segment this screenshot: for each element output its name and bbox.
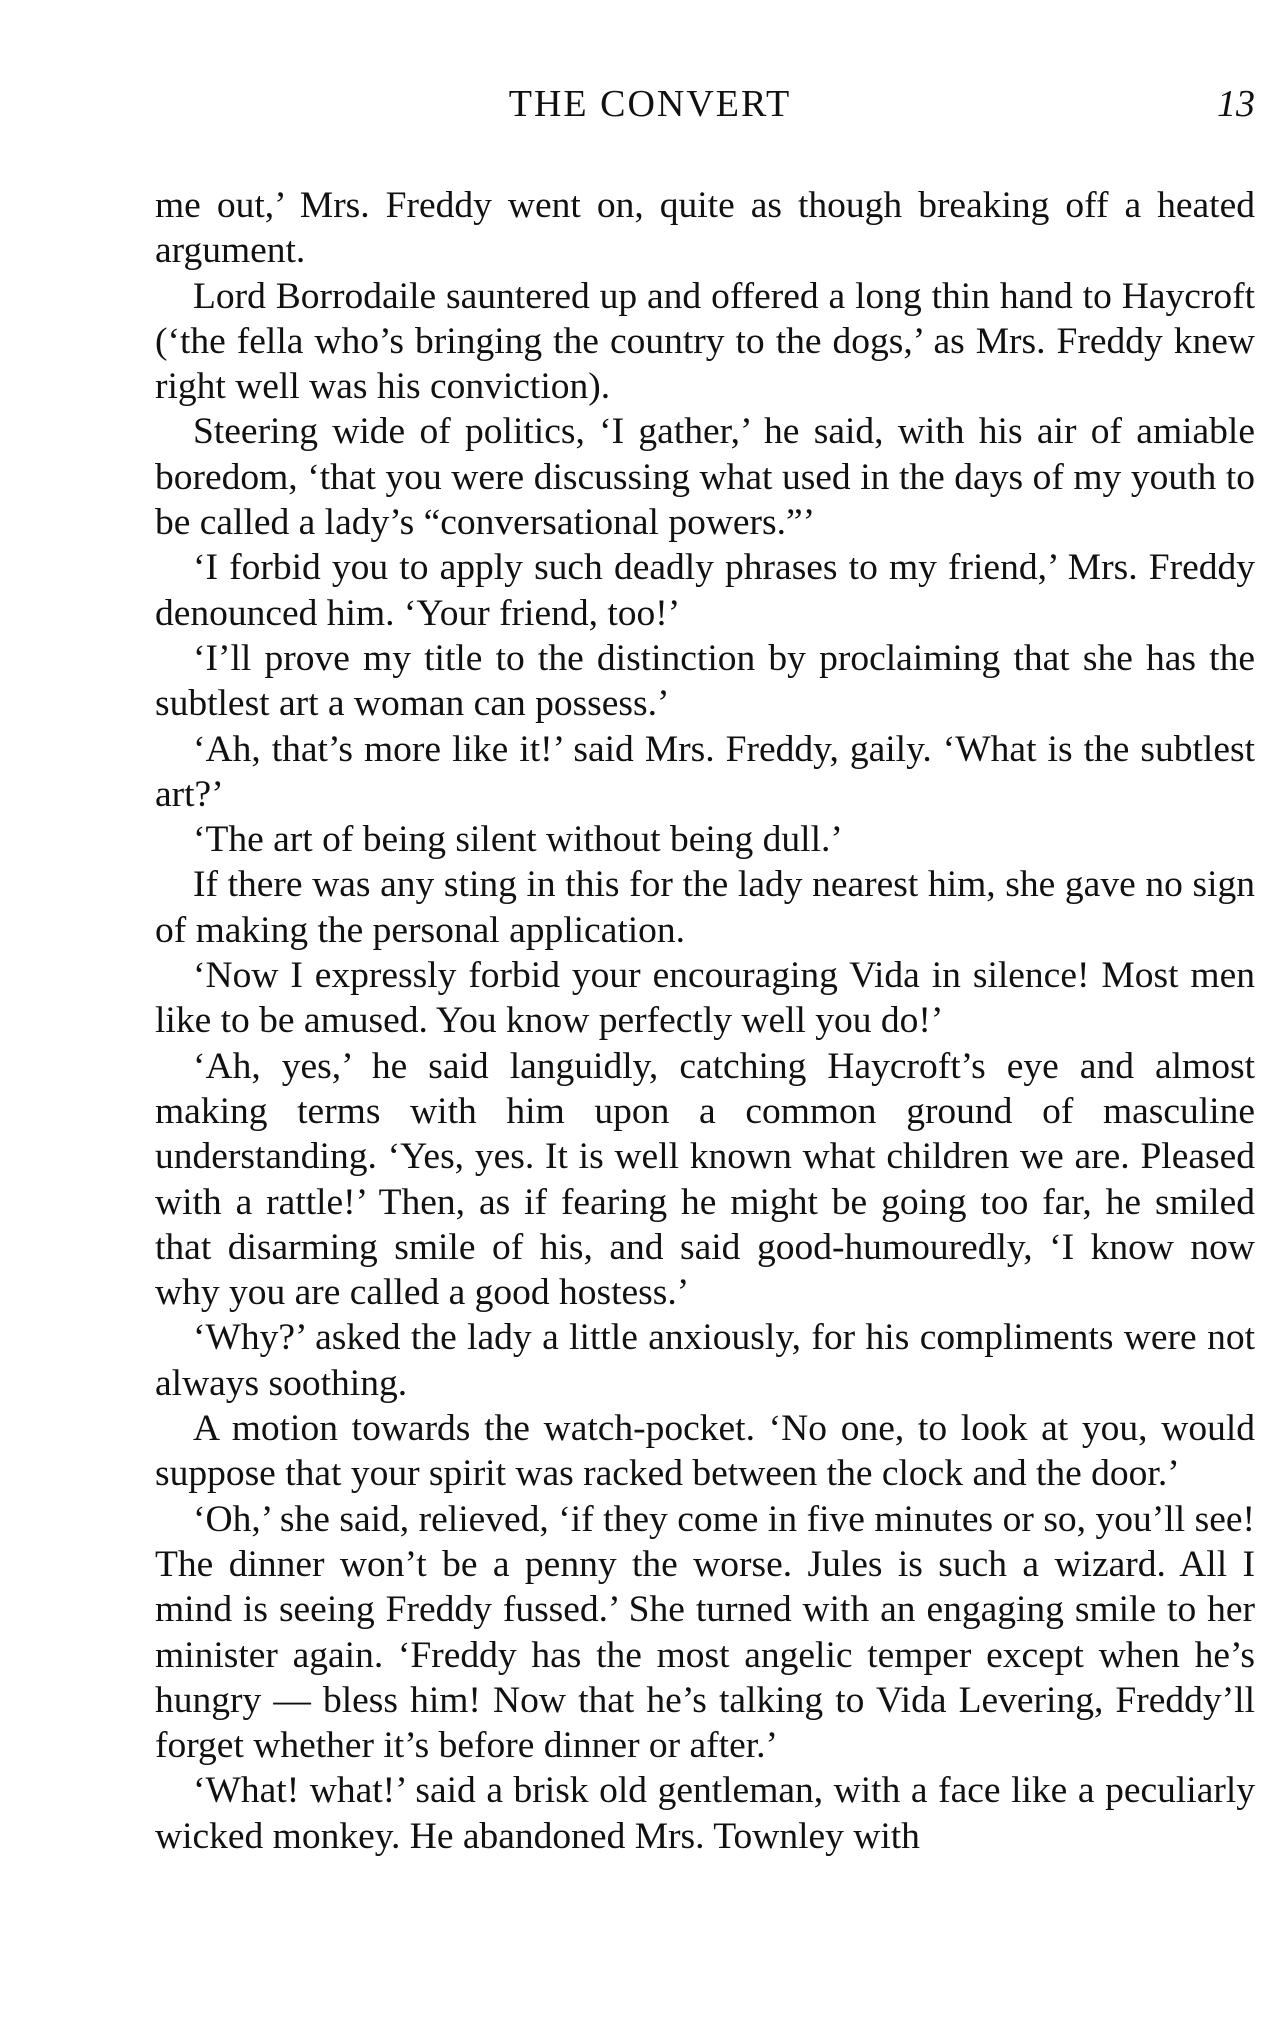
paragraph: ‘The art of being silent without being dull.’ xyxy=(193,819,843,861)
body-text xyxy=(155,183,1255,1859)
paragraph: ‘Why?’ asked the lady a little anxiously, for his compliments were not always soothing. xyxy=(155,1317,1255,1404)
paragraph: ‘What! what!’ said a brisk old gentleman, with a face like a peculiarly wicked monkey. He abandoned Mrs. Townley with xyxy=(155,1770,1255,1857)
paragraph: ‘I’ll prove my title to the distinction by proclaiming that she has the subtlest art a woman can possess.’ xyxy=(155,637,1255,725)
paragraph: Lord Borrodaile sauntered up and offered a long thin hand to Haycroft (‘the fella who’s bringing the country to the dogs,’ as Mrs. Freddy knew right well was his conviction). xyxy=(155,275,1255,408)
paragraph: me out,’ Mrs. Freddy went on, quite as though breaking off a heated argument. xyxy=(155,185,1255,272)
paragraph: ‘Ah, that’s more like it!’ said Mrs. Freddy, gaily. ‘What is the subtlest art?’ xyxy=(155,728,1255,815)
paragraph: A motion towards the watch-pocket. ‘No one, to look at you, would suppose that your spirit was racked between the clock and the door.’ xyxy=(155,1408,1255,1495)
paragraph: ‘Now I expressly forbid your encouraging Vida in silence! Most men like to be amused. You know perfectly well you do!’ xyxy=(155,955,1255,1042)
paragraph: ‘I forbid you to apply such deadly phrases to my friend,’ Mrs. Freddy denounced him. ‘Your friend, too!’ xyxy=(155,547,1255,634)
paragraph: ‘Oh,’ she said, relieved, ‘if they come in five minutes or so, you’ll see! The dinner won’t be a penny the worse. Jules is such a wizard. All I mind is seeing Freddy fussed.’ She turned with an engaging smile to her minister again. ‘Freddy has the most angelic temper except when he’s hungry — bless him! Now that he’s talking to Vida Levering, Freddy’ll forget whether it’s before dinner or after.’ xyxy=(155,1498,1255,1767)
paragraph: If there was any sting in this for the lady nearest him, she gave no sign of making the personal application. xyxy=(155,864,1255,951)
running-title: THE CONVERT xyxy=(508,83,792,125)
running-head xyxy=(155,82,1255,132)
paragraph: Steering wide of politics, ‘I gather,’ he said, with his air of amiable boredom, ‘that you were discussing what used in the days of my youth to be called a lady’s “conversational powers.”’ xyxy=(155,411,1255,544)
page-number: 13 xyxy=(1217,83,1255,125)
paragraph: ‘Ah, yes,’ he said languidly, catching Haycroft’s eye and almost making terms with him upon a common ground of masculine understanding. ‘Yes, yes. It is well known what children we are. Pleased with a rattle!’ Then, as if fearing he might be going too far, he smiled that disarming smile of his, and said good-humouredly, ‘I know now why you are called a good hostess.’ xyxy=(155,1045,1255,1314)
